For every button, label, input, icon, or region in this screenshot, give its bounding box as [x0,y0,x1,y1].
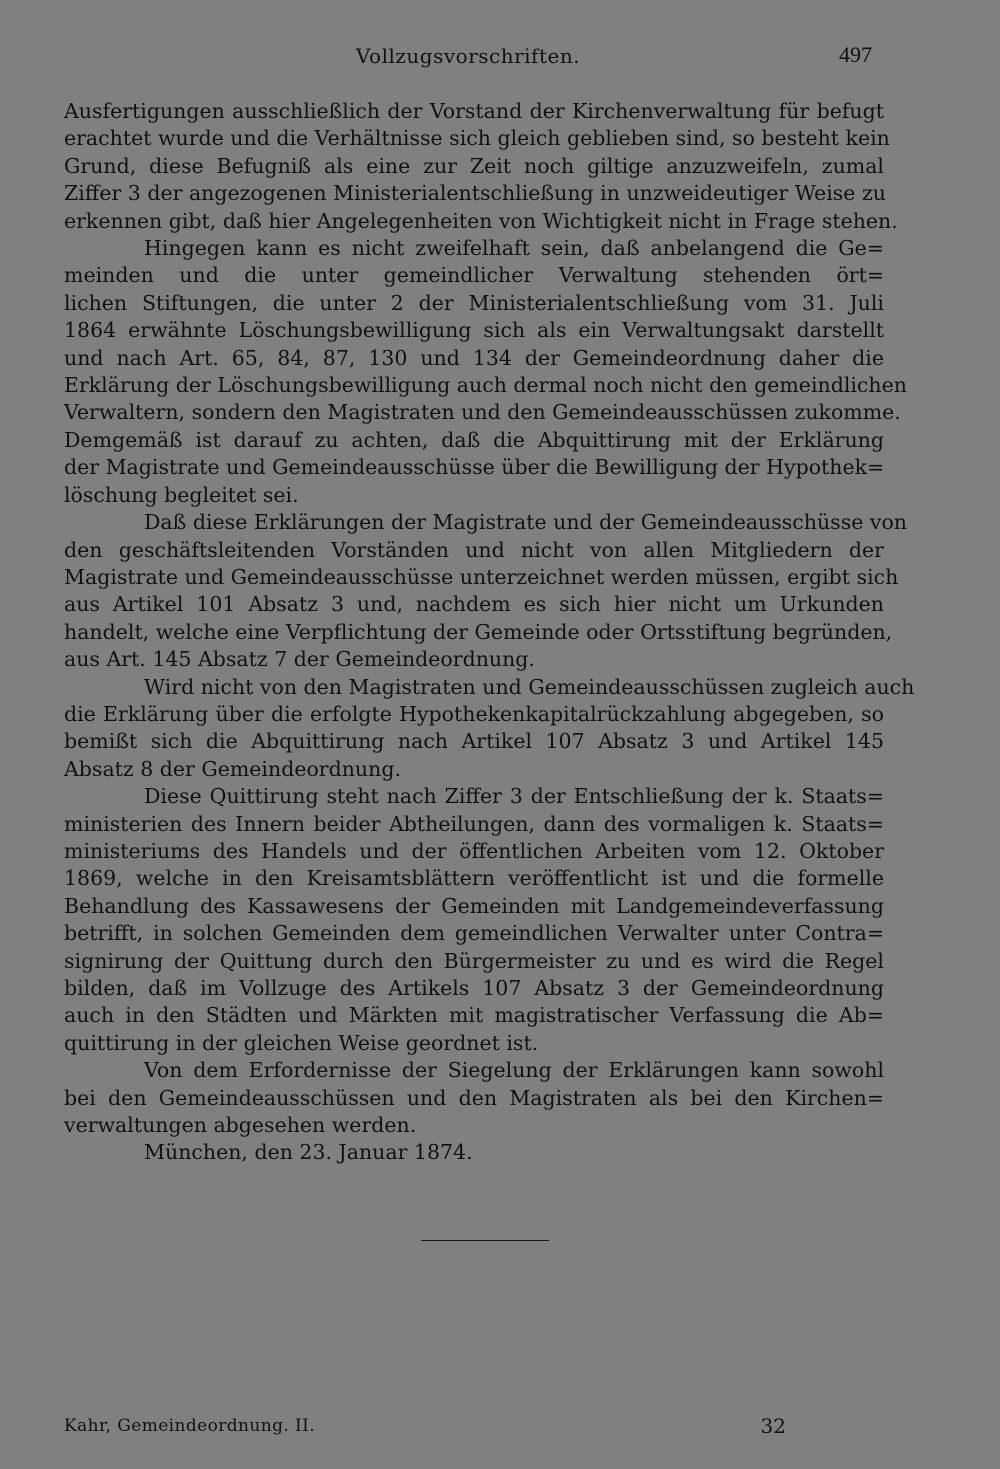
paragraph [64,98,898,235]
text-line: Behandlung des Kassawesens der Gemeinden mit Landgemeindeverfassung [64,893,884,918]
text-line: quittirung in der gleichen Weise geordnet ist. [64,1030,539,1055]
paragraph [64,783,884,1057]
text-line: 1864 erwähnte Löschungsbewilligung sich als ein Verwaltungsakt darstellt [64,318,884,343]
text-line: Hingegen kann es nicht zweifelhaft sein, daß anbelangend die Ge= [144,236,884,261]
text-line: Ausfertigungen ausschließlich der Vorstand der Kirchenverwaltung für befugt [64,99,884,123]
text-line: der Magistrate und Gemeindeausschüsse über die Bewilligung der Hypothek= [64,455,885,480]
footer-title: Kahr, Gemeindeordnung. II. [64,1416,316,1436]
text-line: auch in den Städten und Märkten mit magistratischer Verfassung die Ab= [64,1003,884,1028]
text-line: bemißt sich die Abquittirung nach Artikel 107 Absatz 3 und Artikel 145 [64,729,884,754]
text-line: meinden und die unter gemeindlicher Verwaltung stehenden ört= [64,263,884,288]
text-line: Erklärung der Löschungsbewilligung auch dermal noch nicht den gemeindlichen [64,373,907,398]
paragraphs [64,98,915,1139]
text-line: 1869, welche in den Kreisamtsblättern veröffentlicht ist und die formelle [64,866,884,891]
text-line: verwaltungen abgesehen werden. [64,1113,417,1138]
text-line: ministerien des Innern beider Abtheilungen, dann des vormaligen k. Staats= [64,811,884,836]
text-line: löschung begleitet sei. [64,482,299,507]
signature-mark: 32 [760,1414,786,1438]
text-line: signirung der Quittung durch den Bürgermeister zu und es wird die Regel [64,948,884,973]
text-line: Wird nicht von den Magistraten und Gemeindeausschüssen zugleich auch [144,674,915,699]
section-divider [421,1240,549,1241]
paragraph [64,509,907,673]
text-line: den geschäftsleitenden Vorständen und nicht von allen Mitgliedern der [64,537,884,562]
text-line: Absatz 8 der Gemeindeordnung. [64,756,401,781]
date-line [64,1139,884,1166]
text-line: Magistrate und Gemeindeausschüsse unterzeichnet werden müssen, ergibt sich [64,564,899,589]
text-line: aus Art. 145 Absatz 7 der Gemeindeordnung. [64,647,535,672]
text-line: Diese Quittirung steht nach Ziffer 3 der Entschließung der k. Staats= [144,784,884,809]
paragraph [64,235,907,509]
running-title: Vollzugsvorschriften. [355,44,581,68]
page-footer [64,1412,786,1442]
body-text [64,98,915,1167]
text-line: und nach Art. 65, 84, 87, 130 und 134 der Gemeindeordnung daher die [64,345,884,370]
text-line: die Erklärung über die erfolgte Hypothekenkapitalrückzahlung abgegeben, so [64,701,884,726]
text-line: bilden, daß im Vollzuge des Artikels 107 Absatz 3 der Gemeindeordnung [64,976,884,1000]
text-line: handelt, welche eine Verpflichtung der Gemeinde oder Ortsstiftung begründen, [64,619,893,644]
text-line: erkennen gibt, daß hier Angelegenheiten von Wichtigkeit nicht in Frage stehen. [64,208,898,233]
text-line: aus Artikel 101 Absatz 3 und, nachdem es sich hier nicht um Urkunden [64,592,884,617]
text-line: erachtet wurde und die Verhältnisse sich gleich geblieben sind, so besteht kein [64,126,890,151]
date-line-text: München, den 23. Januar 1874. [144,1140,473,1165]
text-line: bei den Gemeindeausschüssen und den Magistraten als bei den Kirchen= [64,1085,884,1110]
page-number: 497 [839,42,872,67]
text-line: Verwaltern, sondern den Magistraten und den Gemeindeausschüssen zukomme. [64,400,901,425]
text-line: Grund, diese Befugniß als eine zur Zeit noch giltige anzuzweifeln, zumal [64,153,884,178]
paragraph [64,674,915,784]
text-line: Ziffer 3 der angezogenen Ministerialentschließung in unzweideutiger Weise zu [64,181,886,206]
text-line: betrifft, in solchen Gemeinden dem gemeindlichen Verwalter unter Contra= [64,921,884,946]
text-line: Demgemäß ist darauf zu achten, daß die Abquittirung mit der Erklärung [64,427,884,452]
text-line: ministeriums des Handels und der öffentlichen Arbeiten vom 12. Oktober [64,838,884,863]
text-line: Von dem Erfordernisse der Siegelung der Erklärungen kann sowohl [144,1058,884,1083]
page-header [64,38,872,72]
text-line: Daß diese Erklärungen der Magistrate und der Gemeindeausschüsse von [144,510,907,535]
text-line: lichen Stiftungen, die unter 2 der Ministerialentschließung vom 31. Juli [64,290,884,315]
paragraph [64,1057,884,1139]
